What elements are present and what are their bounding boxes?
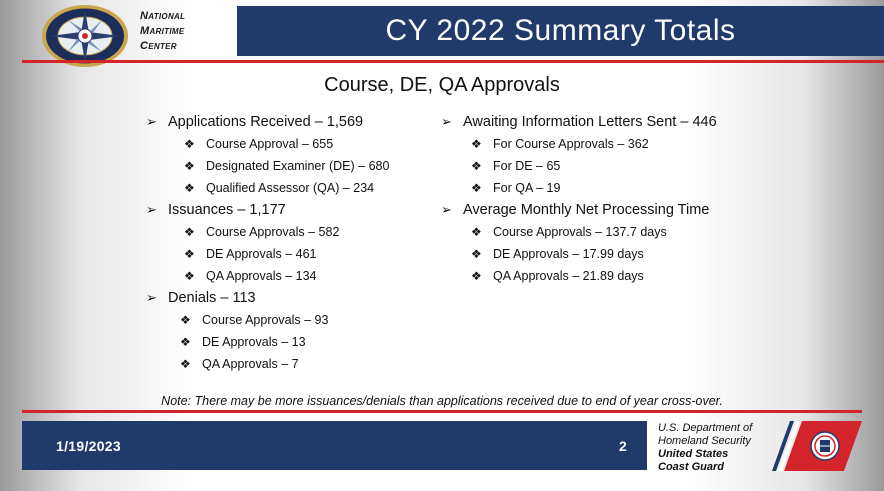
- right-column: [441, 111, 717, 287]
- list-item: [441, 155, 717, 177]
- list-item: [146, 177, 389, 199]
- list-item: [146, 155, 389, 177]
- list-item: [146, 133, 389, 155]
- uscg-line-2: Coast Guard: [658, 461, 725, 473]
- page-number: 2: [619, 438, 627, 454]
- list-item: [146, 265, 389, 287]
- dhs-line-2: Homeland Security: [658, 435, 751, 447]
- diamond-bullet-icon: ❖: [471, 247, 482, 261]
- footer-bar: [22, 421, 647, 470]
- sub-item-label: QA Approvals – 7: [202, 357, 299, 371]
- diamond-bullet-icon: ❖: [184, 269, 195, 283]
- footer-divider: [22, 410, 862, 413]
- national-maritime-center-logo: [40, 4, 130, 68]
- diamond-bullet-icon: ❖: [184, 247, 195, 261]
- list-item: [441, 265, 717, 287]
- sub-item-label: Designated Examiner (DE) – 680: [206, 159, 390, 173]
- list-item: [146, 221, 389, 243]
- compass-rose-seal-icon: [40, 4, 130, 68]
- slide-subtitle: Course, DE, QA Approvals: [324, 74, 560, 96]
- diamond-bullet-icon: ❖: [471, 225, 482, 239]
- group-label: Applications Received – 1,569: [168, 114, 364, 130]
- diamond-bullet-icon: ❖: [471, 159, 482, 173]
- arrow-bullet-icon: ➢: [146, 114, 157, 129]
- list-item: [146, 243, 389, 265]
- diamond-bullet-icon: ❖: [180, 357, 191, 371]
- sub-item-label: Course Approval – 655: [206, 137, 334, 151]
- list-item: [441, 199, 717, 221]
- list-item: [146, 353, 389, 375]
- dhs-line-1: U.S. Department of: [658, 422, 753, 434]
- list-item: [146, 287, 389, 309]
- sub-item-label: For Course Approvals – 362: [493, 137, 649, 151]
- list-item: [441, 111, 717, 133]
- diamond-bullet-icon: ❖: [184, 137, 195, 151]
- sub-item-label: DE Approvals – 17.99 days: [493, 247, 644, 261]
- slide-title: CY 2022 Summary Totals: [385, 14, 736, 47]
- arrow-bullet-icon: ➢: [146, 290, 157, 305]
- sub-item-label: Course Approvals – 137.7 days: [493, 225, 667, 239]
- diamond-bullet-icon: ❖: [471, 181, 482, 195]
- sub-item-label: DE Approvals – 461: [206, 247, 317, 261]
- org-name-line-3: Center: [140, 40, 177, 52]
- diamond-bullet-icon: ❖: [471, 137, 482, 151]
- diamond-bullet-icon: ❖: [184, 159, 195, 173]
- sub-item-label: DE Approvals – 13: [202, 335, 306, 349]
- sub-item-label: For DE – 65: [493, 159, 561, 173]
- arrow-bullet-icon: ➢: [441, 202, 452, 217]
- diamond-bullet-icon: ❖: [180, 335, 191, 349]
- list-item: [441, 133, 717, 155]
- dhs-uscg-wordmark: [658, 422, 752, 474]
- sub-item-label: For QA – 19: [493, 181, 561, 195]
- list-item: [441, 243, 717, 265]
- group-label: Awaiting Information Letters Sent – 446: [463, 114, 717, 130]
- arrow-bullet-icon: ➢: [146, 202, 157, 217]
- org-name-line-1: National: [140, 10, 186, 22]
- sub-item-label: Course Approvals – 582: [206, 225, 340, 239]
- diamond-bullet-icon: ❖: [184, 225, 195, 239]
- list-item: [146, 331, 389, 353]
- group-label: Denials – 113: [168, 290, 256, 306]
- diamond-bullet-icon: ❖: [184, 181, 195, 195]
- slide-title-bar: [237, 6, 884, 56]
- sub-item-label: Course Approvals – 93: [202, 313, 329, 327]
- org-name-line-2: Maritime: [140, 25, 185, 37]
- diamond-bullet-icon: ❖: [471, 269, 482, 283]
- list-item: [146, 309, 389, 331]
- sub-item-label: QA Approvals – 21.89 days: [493, 269, 644, 283]
- diamond-bullet-icon: ❖: [180, 313, 191, 327]
- left-column: [146, 111, 389, 375]
- uscg-line-1: United States: [658, 448, 729, 460]
- list-item: [441, 221, 717, 243]
- arrow-bullet-icon: ➢: [441, 114, 452, 129]
- coast-guard-stripe-emblem-icon: [770, 421, 862, 471]
- header-divider: [22, 60, 884, 63]
- group-label: Average Monthly Net Processing Time: [463, 202, 710, 218]
- list-item: [146, 111, 389, 133]
- sub-item-label: Qualified Assessor (QA) – 234: [206, 181, 375, 195]
- footnote: Note: There may be more issuances/denials than applications received due to end of year cross-over.: [161, 394, 723, 408]
- footer-date: 1/19/2023: [56, 438, 121, 454]
- organization-name: [140, 9, 185, 54]
- list-item: [146, 199, 389, 221]
- list-item: [441, 177, 717, 199]
- sub-item-label: QA Approvals – 134: [206, 269, 317, 283]
- group-label: Issuances – 1,177: [168, 202, 286, 218]
